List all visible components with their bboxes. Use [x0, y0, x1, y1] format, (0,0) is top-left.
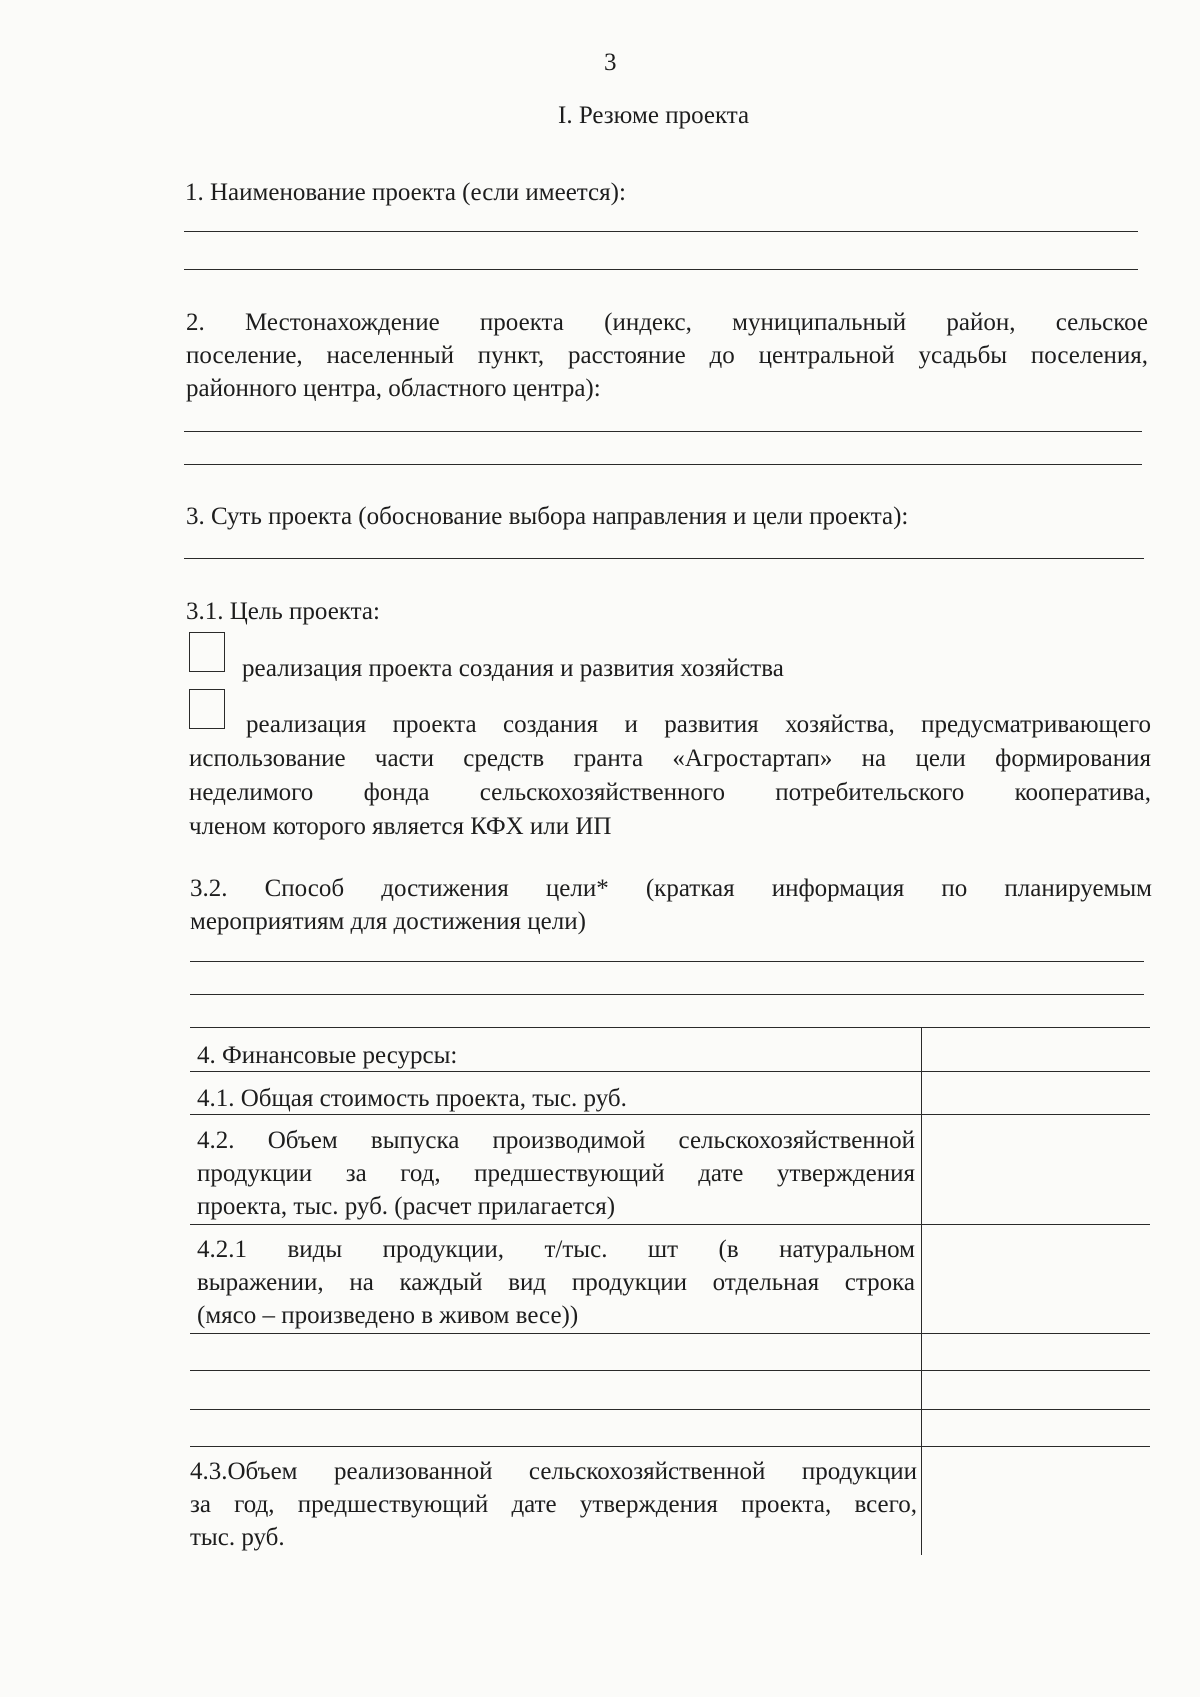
item3-2-line-2: мероприятиям для достижения цели)	[190, 908, 586, 935]
item3-1-label: 3.1. Цель проекта:	[186, 598, 380, 625]
row-4-2-1-label	[197, 1233, 915, 1332]
product-row-1-border[interactable]	[190, 1370, 1150, 1371]
row-4-bottom-border	[190, 1071, 1150, 1072]
row-4-3-line-3: тыс. руб.	[190, 1524, 285, 1551]
row-4-2-1-line-2: выражении, на каждый вид продукции отдельная строка	[197, 1269, 915, 1296]
item2-line-2: поселение, населенный пункт, расстояние до центральной усадьбы поселения,	[186, 342, 1148, 369]
item2-fill-line-2[interactable]	[184, 464, 1142, 465]
item1-label: 1. Наименование проекта (если имеется):	[185, 179, 626, 206]
item3-2-line-1: 3.2. Способ достижения цели* (краткая информация по планируемым	[190, 875, 1152, 902]
goal-option-2-line-2: использование части средств гранта «Агростартап» на цели формирования	[189, 745, 1151, 772]
goal-option-1-label: реализация проекта создания и развития хозяйства	[242, 655, 784, 682]
item1-fill-line-2[interactable]	[184, 269, 1138, 270]
row-4-3-line-1: 4.3.Объем реализованной сельскохозяйственной продукции	[190, 1458, 917, 1485]
item3-2-fill-line-1[interactable]	[190, 961, 1144, 962]
row-4-2-line-2: продукции за год, предшествующий дате утверждения	[197, 1160, 915, 1187]
item3-fill-line[interactable]	[184, 558, 1144, 559]
item2-fill-line-1[interactable]	[184, 431, 1142, 432]
item3-label: 3. Суть проекта (обоснование выбора направления и цели проекта):	[186, 503, 909, 530]
item2-line-1: 2. Местонахождение проекта (индекс, муниципальный район, сельское	[186, 309, 1148, 336]
row-4-1-label: 4.1. Общая стоимость проекта, тыс. руб.	[197, 1085, 627, 1112]
product-row-2-border[interactable]	[190, 1409, 1150, 1410]
item2-line-3: районного центра, областного центра):	[186, 375, 601, 402]
section-title: I. Резюме проекта	[558, 102, 750, 129]
item1-fill-line-1[interactable]	[184, 231, 1138, 232]
goal-option-2-line-4: членом которого является КФХ или ИП	[189, 813, 612, 840]
row-4-label: 4. Финансовые ресурсы:	[197, 1042, 458, 1069]
goal-option-1-checkbox[interactable]	[189, 632, 225, 672]
goal-option-2-line-1: реализация проекта создания и развития хозяйства, предусматривающего	[246, 711, 1151, 738]
table-top-border	[190, 1027, 1150, 1028]
row-4-2-1-line-1: 4.2.1 виды продукции, т/тыс. шт (в натуральном	[197, 1236, 915, 1263]
page-number: 3	[604, 49, 617, 76]
item3-2-fill-line-2[interactable]	[190, 994, 1144, 995]
row-4-2-line-3: проекта, тыс. руб. (расчет прилагается)	[197, 1193, 616, 1220]
row-4-3-label	[190, 1455, 917, 1554]
goal-option-2-line-3: неделимого фонда сельскохозяйственного потребительского кооператива,	[189, 779, 1151, 806]
row-4-1-bottom-border	[190, 1114, 1150, 1115]
row-4-2-1-line-3: (мясо – произведено в живом весе))	[197, 1302, 579, 1329]
row-4-3-line-2: за год, предшествующий дате утверждения проекта, всего,	[190, 1491, 917, 1518]
row-4-2-line-1: 4.2. Объем выпуска производимой сельскохозяйственной	[197, 1127, 915, 1154]
row-4-2-label	[197, 1124, 915, 1223]
table-column-divider	[921, 1027, 922, 1555]
row-4-2-1-bottom-border	[190, 1333, 1150, 1334]
product-row-3-border[interactable]	[190, 1446, 1150, 1447]
row-4-2-bottom-border	[190, 1224, 1150, 1225]
goal-option-2-checkbox[interactable]	[189, 689, 225, 729]
